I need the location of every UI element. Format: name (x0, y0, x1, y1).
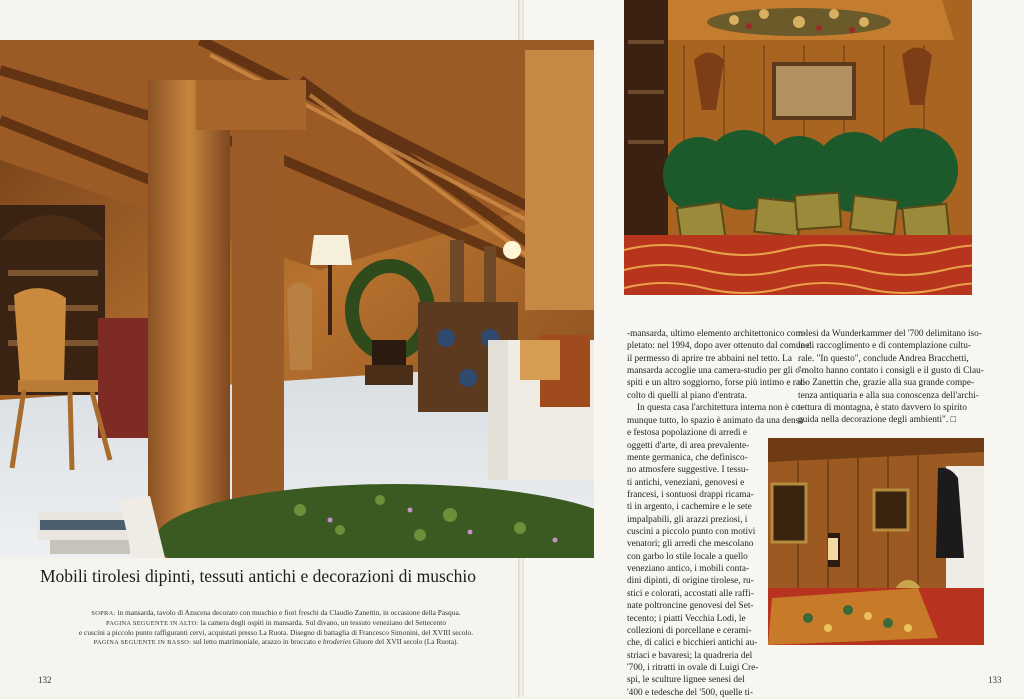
caption-line (36, 608, 516, 618)
caption-text: Gluore del XVII secolo (La Ruota). (352, 637, 459, 647)
caption-label: PAGINA SEGUENTE IN BASSO: (93, 639, 192, 647)
page-number-right: 133 (988, 675, 1002, 685)
text-line: venatori; gli arredi che mescolano (627, 539, 754, 550)
text-line: spi, le sculture lignee senesi del (627, 675, 745, 686)
text-line: mansarda accoglie una camera-studio per gli o- (627, 366, 804, 377)
text-line: nate poltroncine genovesi del Set- (627, 601, 754, 612)
caption-italic: broderies (322, 637, 351, 647)
text-line: impalpabili, gli arazzi preziosi, i (627, 514, 748, 525)
body-column-1-bottom (627, 415, 804, 699)
body-column-1-top (627, 328, 810, 414)
caption-text: la camera degli ospiti in mansarda. Sul divano, un tessuto veneziano del Settecento (200, 618, 447, 628)
text-line: il permesso di aprire tre abbaini nel tetto. La (627, 353, 792, 364)
caption-text: e cuscini a piccolo punto raffiguranti cervi, acquistati presso La Ruota. Disegno di battaglia di Francesco Simonini, del XVIII secolo. (78, 628, 474, 638)
text-line: stici e colorati, accostati alle raffi- (627, 588, 754, 599)
text-line: colto di quelli al piano d'entrata. (627, 390, 747, 401)
text-line: '700, i ritratti in ovale di Luigi Cre- (627, 662, 759, 673)
text-line: francesi, i sontuosi drappi ricama- (627, 490, 754, 501)
text-line: ti in argento, i cachemire e le sete (627, 502, 752, 513)
body-column-2 (798, 328, 984, 427)
page-number-left: 132 (38, 675, 52, 685)
text-line: veneziano antico, i mobili conta- (627, 564, 750, 575)
text-line: no atmosfere suggestive. I tessu- (627, 465, 749, 476)
headline: Mobili tirolesi dipinti, tessuti antichi e decorazioni di muschio (40, 566, 476, 586)
text-line: In questa casa l'architettura interna non è co- (637, 403, 804, 414)
caption-text: sul letto matrimoniale, arazzo in broccato e (193, 637, 322, 647)
text-line: dini dipinti, di origine tirolese, ru- (627, 576, 754, 587)
caption-label: SOPRA: (91, 610, 116, 617)
text-line: rolesi da Wunderkammer del '700 delimitano iso- (798, 329, 982, 339)
text-line: pletato: nel 1994, dopo aver ottenuto dal comune (627, 341, 810, 352)
caption-line (36, 618, 516, 628)
text-line: munque tutto, lo spazio è animato da una densa (627, 416, 804, 426)
caption-text: in mansarda, tavolo di Azucena decorato con muschio e fiori freschi da Claudio Zanettin, in occasione della Pasqua. (117, 608, 461, 617)
text-line: spiti e un altro soggiorno, forse più intimo e rac- (627, 378, 808, 389)
text-line: che, di calici e bicchieri antichi au- (627, 638, 758, 649)
caption-label: PAGINA SEGUENTE IN ALTO: (105, 620, 199, 628)
text-line: con garbo lo stile locale a quello (627, 551, 748, 562)
text-line: striaci e bavaresi; la quadreria del (627, 650, 753, 661)
text-line: rale. "In questo", conclude Andrea Bracchetti, (798, 353, 969, 364)
text-line: tenza antiquaria e alla sua conoscenza dell'archi- (798, 390, 979, 401)
caption-line (36, 628, 516, 637)
photo-caption (36, 608, 516, 647)
text-line: dio Zanettin che, grazie alla sua grande compe- (798, 378, 975, 389)
text-line: mente germanica, che definisco- (627, 453, 748, 464)
text-line: "molto hanno contato i consigli e il gusto di Clau- (798, 366, 984, 377)
attic-living-room-photo (0, 40, 594, 558)
master-bedroom-photo (768, 438, 984, 645)
text-line: tecento; i piatti Vecchia Lodi, le (627, 613, 746, 624)
guest-bedroom-photo (624, 0, 972, 295)
text-line: le di raccoglimento e di contemplazione cultu- (798, 341, 971, 352)
caption-line (36, 637, 516, 647)
text-line: '400 e tedesche del '500, quelle ti- (627, 687, 753, 698)
text-line: oggetti d'arte, di area prevalente- (627, 440, 750, 451)
text-line: -mansarda, ultimo elemento architettonico com- (627, 329, 806, 339)
text-line: collezioni di porcellane e cerami- (627, 625, 752, 636)
text-line: guida nella decorazione degli ambienti". □ (798, 415, 957, 426)
text-line: tettura di montagna, è stato davvero lo spirito (798, 403, 967, 414)
text-line: cuscini a piccolo punto con motivi (627, 527, 756, 538)
text-line: ti antichi, veneziani, genovesi e (627, 477, 745, 488)
text-line: e festosa popolazione di arredi e (627, 428, 748, 439)
